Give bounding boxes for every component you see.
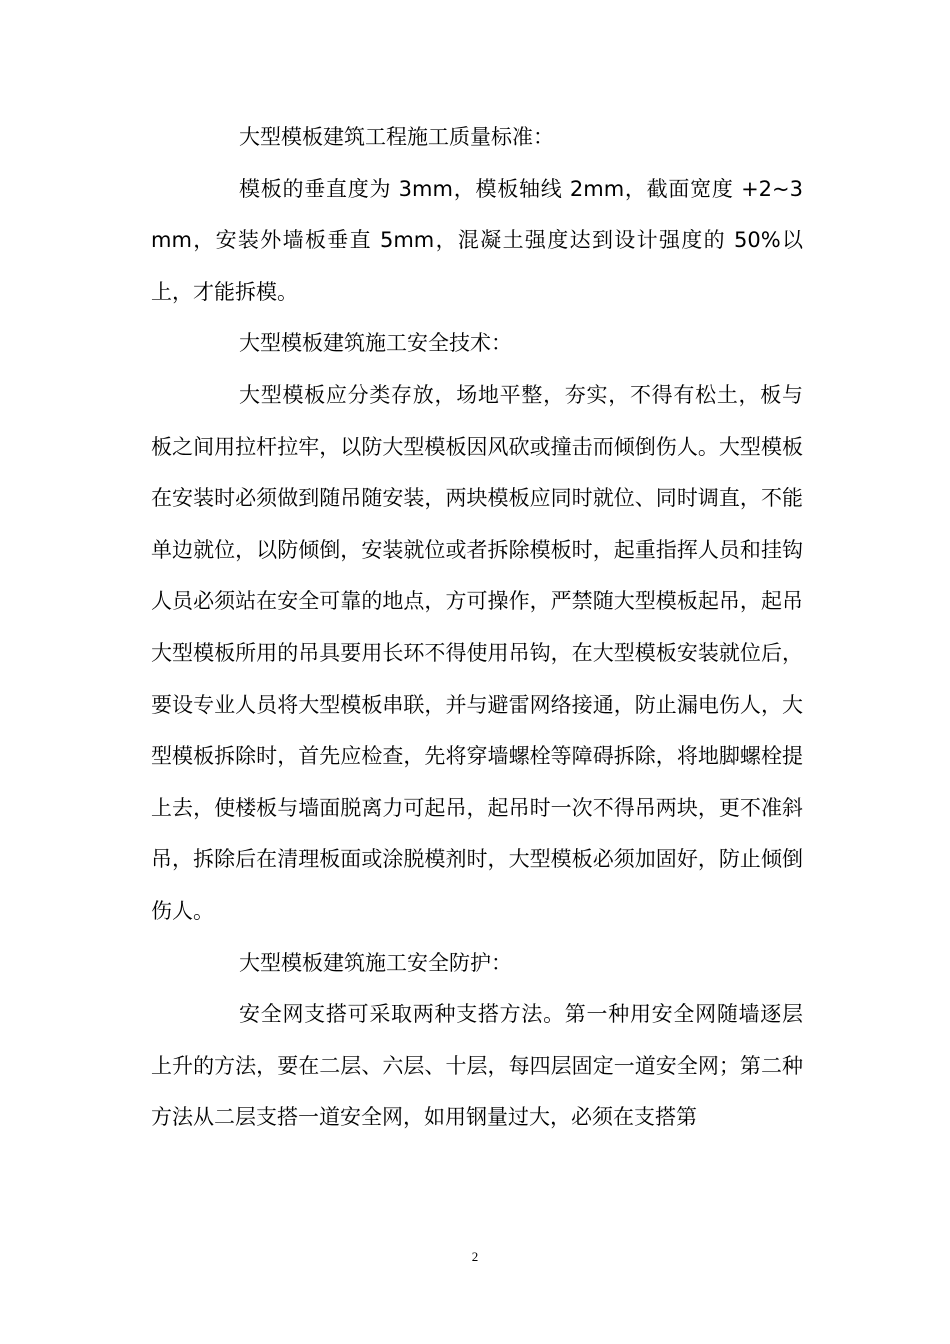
section-heading-safety-protection: 大型模板建筑施工安全防护：: [239, 950, 512, 975]
page-number: 2: [471, 1249, 479, 1264]
section-heading-quality-standard: 大型模板建筑工程施工质量标准：: [239, 125, 554, 149]
section-heading-safety-technique: 大型模板建筑施工安全技术：: [239, 331, 512, 356]
paragraph-safety-technique: 大型模板应分类存放，场地平整，夯实，不得有松土，板与板之间用拉杆拉牢，以防大型模板因风砍或撞击而倾倒伤人。大型模板在安装时必须做到随吊随安装，两块模板应同时就位、同时调直，不能单边就位，以防倾倒，安装就位或者拆除模板时，起重指挥人员和挂钩人员必须站在安全可靠的地点，方可操作，严禁随大型模板起吊，起吊大型模板所用的吊具要用长环不得使用吊钩，在大型模板安装就位后，要设专业人员将大型模板串联，并与避雷网络接通，防止漏电伤人，大型模板拆除时，首先应检查，先将穿墙螺栓等障碍拆除，将地脚螺栓提上去，使楼板与墙面脱离力可起吊，起吊时一次不得吊两块，更不准斜吊，拆除后在清理板面或涂脱模剂时，大型模板必须加固好，防止倾倒伤人。: [151, 382, 803, 923]
paragraph-safety-protection: 安全网支搭可采取两种支搭方法。第一种用安全网随墙逐层上升的方法，要在二层、六层、十层，每四层固定一道安全网；第二种方法从二层支搭一道安全网，如用钢量过大，必须在支搭第: [151, 1002, 803, 1130]
paragraph-quality-standard: 模板的垂直度为 3mm，模板轴线 2mm，截面宽度 +2~3mm，安装外墙板垂直 5mm，混凝土强度达到设计强度的 50%以上，才能拆模。: [151, 176, 803, 304]
document-body: [151, 112, 803, 1144]
